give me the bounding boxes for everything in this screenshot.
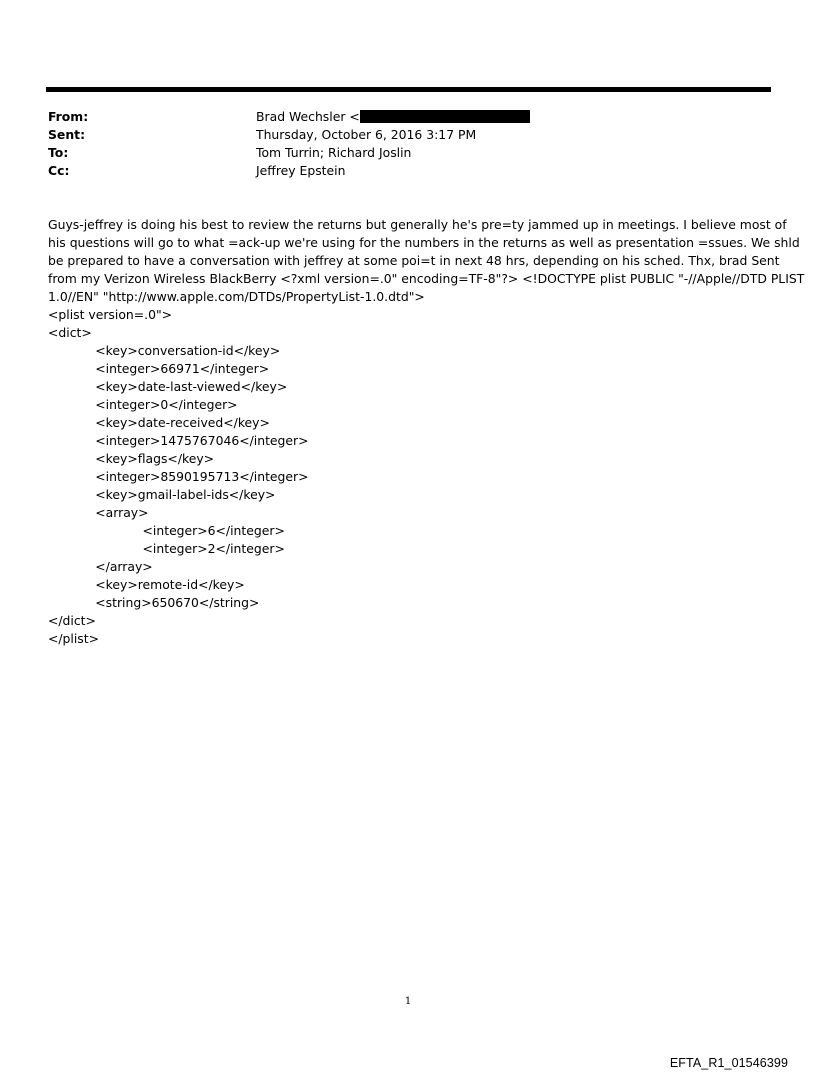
plist-line: <integer>66971</integer> — [48, 361, 270, 376]
plist-line: <key>flags</key> — [48, 451, 215, 466]
plist-line: </dict> — [48, 613, 96, 628]
page-number: 1 — [404, 996, 412, 1007]
from-label: From: — [48, 109, 89, 124]
document-id: EFTA_R1_01546399 — [669, 1056, 788, 1070]
header-divider-rule — [46, 87, 771, 92]
plist-line: <integer>0</integer> — [48, 397, 238, 412]
plist-line: <array> — [48, 505, 149, 520]
paragraph-line: his questions will go to what =ack-up we're using for the numbers in the returns as well as presentation =ssues. We shld — [48, 235, 800, 250]
plist-line: <dict> — [48, 325, 92, 340]
plist-block — [48, 306, 773, 648]
plist-line: <key>date-received</key> — [48, 415, 270, 430]
cc-value: Jeffrey Epstein — [256, 163, 346, 178]
plist-line: <integer>8590195713</integer> — [48, 469, 309, 484]
plist-line: <integer>1475767046</integer> — [48, 433, 309, 448]
from-sender-name: Brad Wechsler < — [256, 109, 360, 124]
plist-line: </plist> — [48, 631, 100, 646]
sent-label: Sent: — [48, 127, 86, 142]
to-row — [48, 144, 748, 162]
plist-line: <key>gmail-label-ids</key> — [48, 487, 276, 502]
message-paragraph — [48, 216, 805, 306]
plist-line: <string>650670</string> — [48, 595, 260, 610]
cc-label: Cc: — [48, 163, 70, 178]
plist-line: <integer>6</integer> — [48, 523, 285, 538]
plist-line: <key>date-last-viewed</key> — [48, 379, 288, 394]
paragraph-line: Guys-jeffrey is doing his best to review the returns but generally he's pre=ty jammed up in meetings. I believe most of — [48, 217, 787, 232]
sent-value: Thursday, October 6, 2016 3:17 PM — [256, 127, 477, 142]
plist-line: <plist version=.0"> — [48, 307, 173, 322]
from-value — [256, 108, 530, 126]
plist-line: <key>remote-id</key> — [48, 577, 245, 592]
cc-row — [48, 162, 748, 180]
plist-line: </array> — [48, 559, 153, 574]
paragraph-line: be prepared to have a conversation with jeffrey at some poi=t in next 48 hrs, depending on his sched. Thx, brad Sent — [48, 253, 780, 268]
to-value: Tom Turrin; Richard Joslin — [256, 145, 412, 160]
from-row — [48, 108, 748, 126]
plist-line: <integer>2</integer> — [48, 541, 285, 556]
sent-row — [48, 126, 748, 144]
email-header — [48, 108, 748, 180]
redaction-block — [360, 110, 530, 123]
paragraph-line: from my Verizon Wireless BlackBerry <?xml version=.0" encoding=TF-8"?> <!DOCTYPE plist PUBLIC "-//Apple//DTD PLIST — [48, 271, 805, 286]
paragraph-line: 1.0//EN" "http://www.apple.com/DTDs/PropertyList-1.0.dtd"> — [48, 289, 425, 304]
plist-line: <key>conversation-id</key> — [48, 343, 281, 358]
to-label: To: — [48, 145, 69, 160]
email-body — [48, 216, 805, 648]
